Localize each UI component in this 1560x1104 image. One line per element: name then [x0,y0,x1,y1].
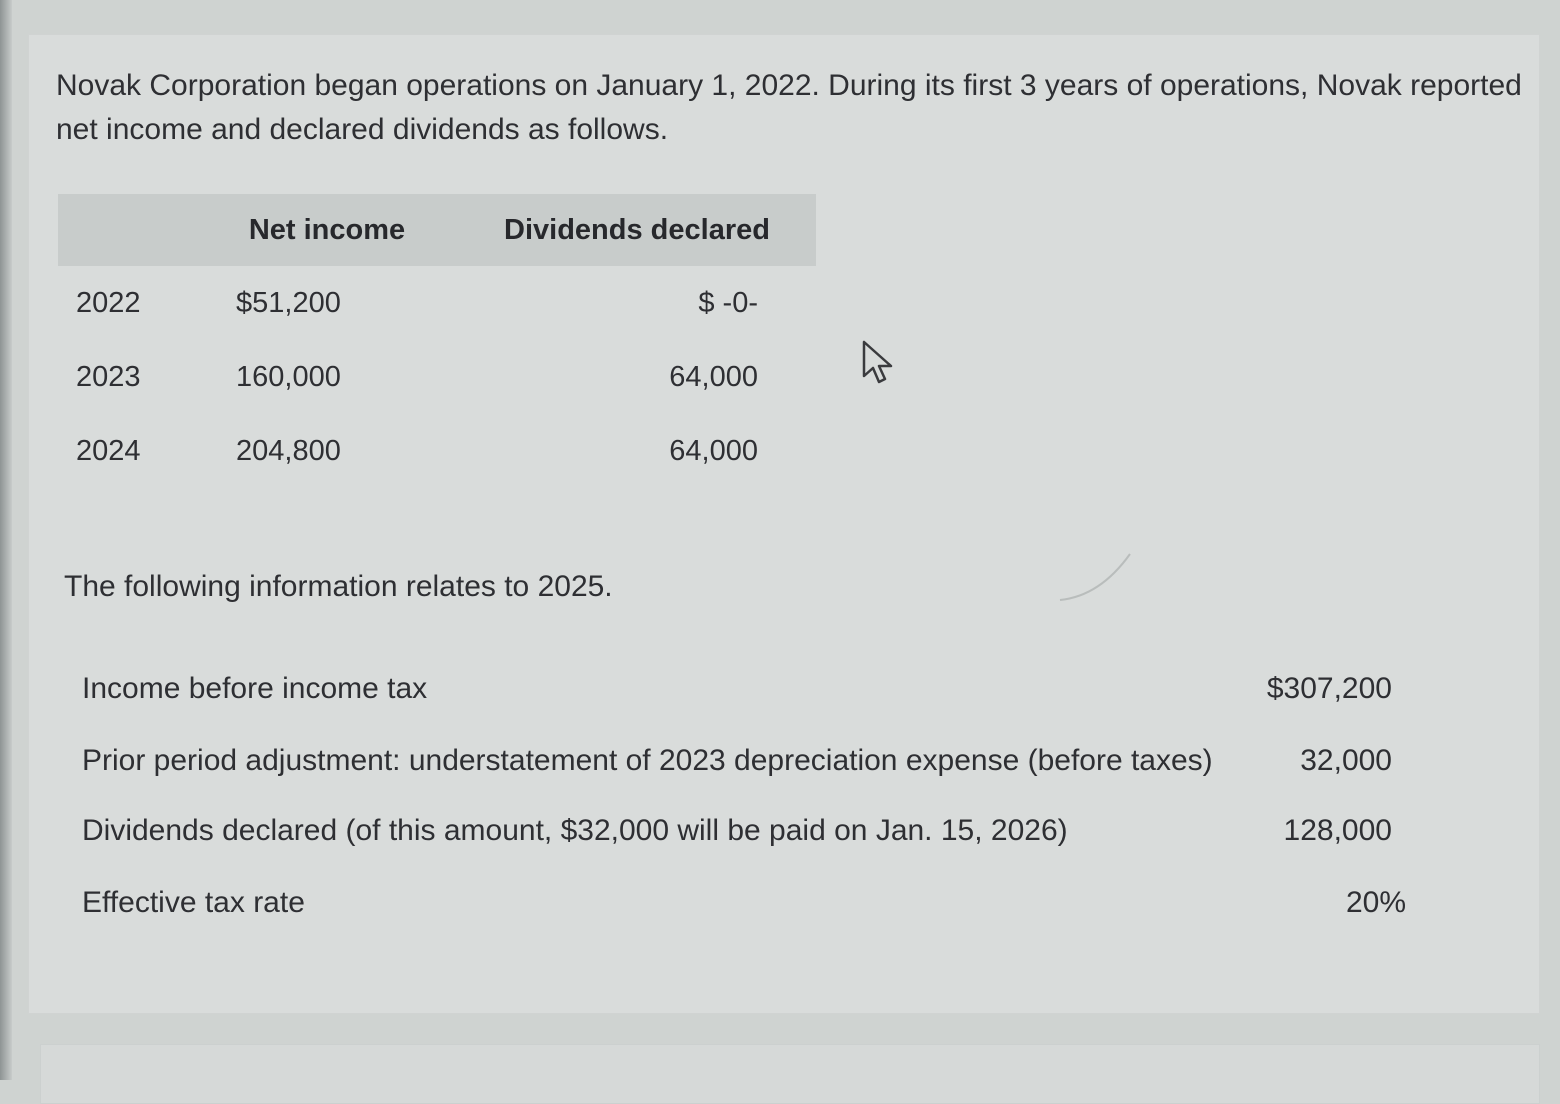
header-dividends-declared: Dividends declared [458,194,816,266]
problem-intro: Novak Corporation began operations on January 1, 2022. During its first 3 years of operations, Novak reported net income and declared dividends as follows. [56,69,1522,146]
row-year: 2022 [76,286,141,319]
info-label: Dividends declared (of this amount, $32,000 will be paid on Jan. 15, 2026) [82,814,1068,847]
header-net-income: Net income [196,194,458,266]
info-label: Effective tax rate [82,886,305,919]
income-dividends-table [58,194,816,488]
table-row [58,340,816,414]
problem-card [28,34,1540,1014]
next-card [40,1044,1540,1104]
info-value: 32,000 [1300,744,1392,777]
row-year: 2024 [76,434,141,467]
info-value: $307,200 [1266,672,1392,705]
table-header-row [58,194,816,266]
info-value: 20% [1345,886,1406,919]
info-value: 128,000 [1283,814,1392,847]
row-dividends: 64,000 [669,360,758,393]
info-label: Income before income tax [82,672,428,705]
table-row [58,414,816,488]
faint-pen-mark [1050,548,1140,608]
screen-edge [0,0,12,1080]
row-year: 2023 [76,360,141,393]
row-net-income: 160,000 [236,360,341,393]
row-dividends: $ -0- [698,286,758,319]
row-net-income: $51,200 [236,286,341,319]
row-net-income: 204,800 [236,434,341,467]
mouse-pointer-icon [860,338,896,386]
info-label: Prior period adjustment: understatement of 2023 depreciation expense (before taxes) [82,744,1213,777]
following-info-text: The following information relates to 2025. [64,570,613,603]
table-row [58,266,816,340]
header-year [58,194,196,266]
row-dividends: 64,000 [669,434,758,467]
